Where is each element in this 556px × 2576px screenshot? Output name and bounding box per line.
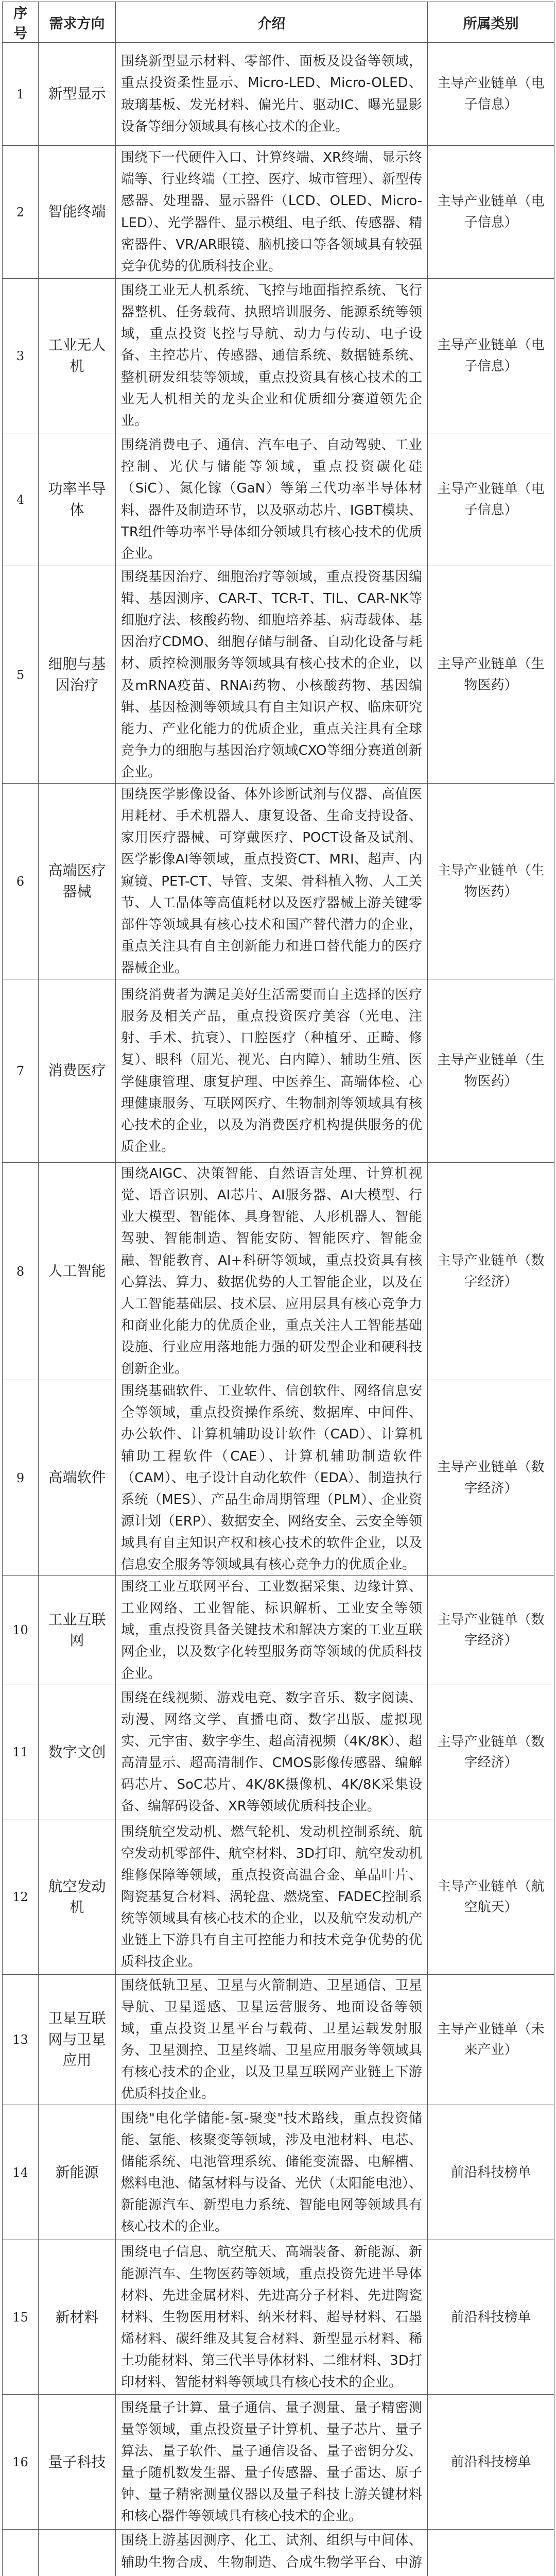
table-row	[3, 2105, 554, 2240]
row-category: 主导产业链单（电子信息）	[428, 146, 554, 279]
row-intro: 围绕电子信息、航空航天、高端装备、新能源、新能源汽车、生物医药等领域，重点投资先进半导体材料、先进金属材料、先进高分子材料、先进陶瓷材料、生物医用材料、纳米材料、超导材料、石墨烯材料、碳纤维及其复合材料、新型显示材料、稀土功能材料、第三代半导体材料、二维材料、3D打印材料、智能材料等领域具有核心技术的企业。	[116, 2240, 428, 2395]
table-row	[3, 1685, 554, 1820]
row-number: 9	[3, 1380, 39, 1576]
row-category: 主导产业链单（数字经济）	[428, 1163, 554, 1380]
row-number: 2	[3, 146, 39, 279]
table-row	[3, 1163, 554, 1380]
header-direction: 需求方向	[39, 2, 116, 43]
row-intro: 围绕基因治疗、细胞治疗等领域，重点投资基因编辑、基因测序、CAR-T、TCR-T、TIL、CAR-NK等细胞疗法、核酸药物、细胞培养基、病毒载体、基因治疗CDMO、细胞存储与制备、自动化设备与耗材、质控检测服务等领域具有核心技术的企业，以及mRNA疫苗、RNAi药物、小核酸药物、基因编辑、基因检测等领域具有自主知识产权、临床研究能力、产业化能力的优质企业，重点关注具有全球竞争力的细胞与基因治疗领域CXO等细分赛道创新企业。	[116, 566, 428, 784]
table-row	[3, 146, 554, 279]
table-row	[3, 2530, 554, 2576]
table-row	[3, 43, 554, 146]
header-category: 所属类别	[428, 2, 554, 43]
row-category: 主导产业链单（数字经济）	[428, 1576, 554, 1685]
row-direction: 人工智能	[39, 1163, 116, 1380]
row-category: 主导产业链单（电子信息）	[428, 43, 554, 146]
row-intro: 围绕消费电子、通信、汽车电子、自动驾驶、工业控制、光伏与储能等领域，重点投资碳化硅（SiC）、氮化镓（GaN）等第三代功率半导体材料、器件及制造环节，以及驱动芯片、IGBT模块、TR组件等功率半导体细分领域具有核心技术的优质企业。	[116, 433, 428, 566]
row-category: 主导产业链单（数字经济）	[428, 1380, 554, 1576]
row-intro: 围绕消费者为满足美好生活需要而自主选择的医疗服务及相关产品，重点投资医疗美容（光电、注射、手术、抗衰）、口腔医疗（种植牙、正畸、修复）、眼科（屈光、视光、白内障）、辅助生殖、医学健康管理、康复护理、中医养生、高端体检、心理健康服务、互联网医疗、生物制剂等领域具有核心技术的企业，以及为消费医疗机构提供服务的优质企业。	[116, 979, 428, 1163]
row-direction: 量子科技	[39, 2395, 116, 2530]
row-direction: 工业互联网	[39, 1576, 116, 1685]
row-intro: 围绕量子计算、量子通信、量子测量、量子精密测量等领域，重点投资量子计算机、量子芯片、量子算法、量子软件、量子通信设备、量子密钥分发、量子随机数发生器、量子传感器、量子雷达、原子钟、量子精密测量仪器以及量子科技上游关键材料和核心器件等领域具有核心技术的企业。	[116, 2395, 428, 2530]
row-direction: 卫星互联网与卫星应用	[39, 1974, 116, 2105]
row-category: 主导产业链单（航空航天）	[428, 1820, 554, 1974]
row-number: 5	[3, 566, 39, 784]
row-intro: 围绕航空发动机、燃气轮机、发动机控制系统、航空发动机零部件、航空材料、3D打印、航空发动机维修保障等领域，重点投资高温合金、单晶叶片、陶瓷基复合材料、涡轮盘、燃烧室、FADEC控制系统等领域具有核心技术的企业，以及航空发动机产业链上下游具有自主可控能力和技术竞争优势的优质科技企业。	[116, 1820, 428, 1974]
table-row	[3, 279, 554, 433]
row-direction: 新材料	[39, 2240, 116, 2395]
row-direction: 功率半导体	[39, 433, 116, 566]
row-number: 13	[3, 1974, 39, 2105]
table-row	[3, 1974, 554, 2105]
table-header-row	[3, 2, 554, 43]
row-category: 前沿科技榜单	[428, 2240, 554, 2395]
row-intro: 围绕下一代硬件入口、计算终端、XR终端、显示终端等、行业终端（工控、医疗、城市管理）、新型传感器、处理器、显示器件（LCD、OLED、Micro-LED）、光学器件、显示模组、电子纸、传感器、精密器件、VR/AR眼镜、脑机接口等各领域具有较强竞争优势的优质科技企业。	[116, 146, 428, 279]
row-number: 11	[3, 1685, 39, 1820]
row-intro: 围绕新型显示材料、零部件、面板及设备等领域，重点投资柔性显示、Micro-LED、Micro-OLED、玻璃基板、发光材料、偏光片、驱动IC、曝光显影设备等细分领域具有核心技术的企业。	[116, 43, 428, 146]
row-number: 1	[3, 43, 39, 146]
table-row	[3, 979, 554, 1163]
row-direction: 高端医疗器械	[39, 784, 116, 979]
row-direction: 新能源	[39, 2105, 116, 2240]
row-number: 6	[3, 784, 39, 979]
row-number: 4	[3, 433, 39, 566]
row-intro: 围绕低轨卫星、卫星与火箭制造、卫星通信、卫星导航、卫星遥感、卫星运营服务、地面设备等领域，重点投资卫星平台与载荷、卫星运载发射服务、卫星测控、卫星终端、卫星应用服务等领域具有核心技术的企业，以及卫星互联网产业链上下游优质科技企业。	[116, 1974, 428, 2105]
row-category: 主导产业链单（生物医药）	[428, 566, 554, 784]
row-direction: 数字文创	[39, 1685, 116, 1820]
row-intro: 围绕AIGC、决策智能、自然语言处理、计算机视觉、语音识别、AI芯片、AI服务器、AI大模型、行业大模型、智能体、具身智能、人形机器人、智能驾驶、智能制造、智能安防、智能医疗、智能金融、智能教育、AI+科研等领域，重点投资具有核心算法、算力、数据优势的人工智能企业，以及在人工智能基础层、技术层、应用层具有核心竞争力和商业化能力的优质企业，重点关注人工智能基础设施、行业应用落地能力强的研发型企业和硬科技创新企业。	[116, 1163, 428, 1380]
row-number: 16	[3, 2395, 39, 2530]
row-number: 15	[3, 2240, 39, 2395]
row-intro: 围绕医学影像设备、体外诊断试剂与仪器、高值医用耗材、手术机器人、康复设备、生命支持设备、家用医疗器械、可穿戴医疗、POCT设备及试剂、医学影像AI等领域，重点投资CT、MRI、超声、内窥镜、PET-CT、导管、支架、骨科植入物、人工关节、人工晶体等高值耗材以及医疗器械上游关键零部件等领域具有核心技术和国产替代潜力的企业，重点关注具有自主创新能力和进口替代能力的医疗器械企业。	[116, 784, 428, 979]
row-category	[428, 2530, 554, 2576]
row-number	[3, 2530, 39, 2576]
table-row	[3, 1820, 554, 1974]
row-intro: 围绕上游基因测序、化工、试剂、组织与中间体、辅助生物合成、生物制造、合成生物学平台、中游	[116, 2530, 428, 2576]
row-category: 前沿科技榜单	[428, 2395, 554, 2530]
requirements-table	[2, 2, 554, 2576]
row-intro: 围绕工业无人机系统、飞控与地面指控系统、飞行器整机、任务载荷、执照培训服务、能源系统等领域，重点投资飞控与导航、动力与传动、电子设备、主控芯片、传感器、通信系统、数据链系统、整机研发组装等领域，重点投资具有核心技术的工业无人机相关的龙头企业和优质细分赛道领先企业。	[116, 279, 428, 433]
row-category: 主导产业链单（生物医药）	[428, 784, 554, 979]
header-no: 序号	[3, 2, 39, 43]
row-category: 主导产业链单（数字经济）	[428, 1685, 554, 1820]
row-direction: 工业无人机	[39, 279, 116, 433]
row-category: 主导产业链单（生物医药）	[428, 979, 554, 1163]
row-direction: 高端软件	[39, 1380, 116, 1576]
row-number: 12	[3, 1820, 39, 1974]
row-number: 8	[3, 1163, 39, 1380]
row-direction: 智能终端	[39, 146, 116, 279]
row-category: 前沿科技榜单	[428, 2105, 554, 2240]
table-row	[3, 2240, 554, 2395]
table-row	[3, 1380, 554, 1576]
row-category: 主导产业链单（电子信息）	[428, 433, 554, 566]
row-number: 7	[3, 979, 39, 1163]
table-row	[3, 1576, 554, 1685]
table-row	[3, 433, 554, 566]
row-category: 主导产业链单（未来产业）	[428, 1974, 554, 2105]
row-direction: 细胞与基因治疗	[39, 566, 116, 784]
table-row	[3, 566, 554, 784]
row-intro: 围绕在线视频、游戏电竞、数字音乐、数字阅读、动漫、网络文学、直播电商、数字出版、虚拟现实、元宇宙、数字孪生、超高清视频（4K/8K）、超高清显示、超高清制作、CMOS影像传感器、编解码芯片、SoC芯片、4K/8K摄像机、4K/8K采集设备、编解码设备、XR等领域优质科技企业。	[116, 1685, 428, 1820]
header-intro: 介绍	[116, 2, 428, 43]
row-direction: 新型显示	[39, 43, 116, 146]
row-direction: 航空发动机	[39, 1820, 116, 1974]
table-row	[3, 2395, 554, 2530]
row-direction: 消费医疗	[39, 979, 116, 1163]
row-number: 10	[3, 1576, 39, 1685]
row-category: 主导产业链单（电子信息）	[428, 279, 554, 433]
row-number: 3	[3, 279, 39, 433]
row-number: 14	[3, 2105, 39, 2240]
row-direction	[39, 2530, 116, 2576]
table-row	[3, 784, 554, 979]
row-intro: 围绕工业互联网平台、工业数据采集、边缘计算、工业网络、工业智能、标识解析、工业安全等领域，重点投资具备关键技术和解决方案的工业互联网企业，以及数字化转型服务商等领域的优质科技企业。	[116, 1576, 428, 1685]
row-intro: 围绕"电化学储能-氢-聚变"技术路线，重点投资储能、氢能、核聚变等领域，涉及电池材料、电芯、储能系统、电池管理系统、储能变流器、电解槽、燃料电池、储氢材料与设备、光伏（太阳能电池）、新能源汽车、新型电力系统、智能电网等领域具有核心技术的企业。	[116, 2105, 428, 2240]
row-intro: 围绕基础软件、工业软件、信创软件、网络信息安全等领域，重点投资操作系统、数据库、中间件、办公软件、计算机辅助设计软件（CAD）、计算机辅助工程软件（CAE）、计算机辅助制造软件（CAM）、电子设计自动化软件（EDA）、制造执行系统（MES）、产品生命周期管理（PLM）、企业资源计划（ERP）、数据安全、网络安全、云安全等领域具有自主知识产权和核心技术的软件企业，以及信息安全服务等领域具有核心竞争力的优质企业。	[116, 1380, 428, 1576]
